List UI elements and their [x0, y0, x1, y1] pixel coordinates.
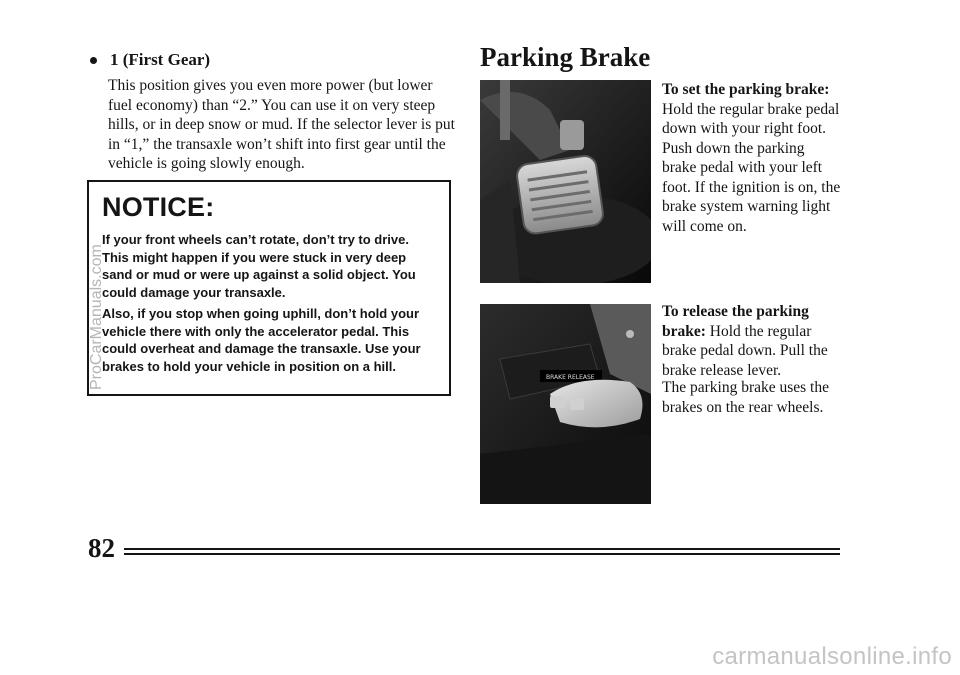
- page-number: 82: [88, 533, 115, 563]
- footer-rule-bottom: [124, 553, 840, 555]
- rear-wheels-note: The parking brake uses the brakes on the rear wheels.: [662, 379, 829, 416]
- release-heading: To release the parking brake:: [662, 303, 809, 340]
- side-watermark: ProCarManuals.com: [88, 244, 105, 390]
- notice-paragraph-2: Also, if you stop when going uphill, don’t hold your vehicle there with only the accelerator pedal. This could overheat and damage the transaxle. Use your brakes to hold your vehicle in position on a hill.: [102, 306, 421, 374]
- release-parking-brake-instructions: [662, 302, 842, 380]
- parking-brake-title: Parking Brake: [480, 42, 651, 72]
- first-gear-heading: 1 (First Gear): [110, 50, 211, 69]
- notice-title: NOTICE:: [102, 192, 215, 222]
- footer-watermark-url: carmanualsonline.info: [712, 643, 952, 670]
- first-gear-paragraph: This position gives you even more power (but lower fuel economy) than “2.” You can use it on very steep hills, or in deep snow or mud. If the selector lever is put in “1,” the transaxle won’t shift into first gear until the vehicle is going slowly enough.: [108, 77, 455, 172]
- notice-box: [87, 180, 451, 396]
- notice-body: [102, 231, 439, 375]
- parking-brake-pedal-photo: [480, 80, 651, 283]
- release-text: Hold the regular brake pedal down. Pull the brake release lever.: [662, 322, 828, 379]
- notice-paragraph-1: If your front wheels can’t rotate, don’t try to drive. This might happen if you were stuck in very deep sand or mud or were up against a solid object. You could damage your transaxle.: [102, 232, 416, 300]
- footer-rule-top: [124, 548, 840, 550]
- set-parking-brake-instructions: [662, 80, 842, 236]
- set-heading: To set the parking brake:: [662, 81, 830, 98]
- brake-release-lever-photo: [480, 304, 651, 504]
- set-text: Hold the regular brake pedal down with your right foot. Push down the parking brake pedal with your left foot. If the ignition is on, the brake system warning light will come on.: [662, 100, 841, 235]
- brake-release-lever-label: BRAKE RELEASE: [546, 374, 595, 381]
